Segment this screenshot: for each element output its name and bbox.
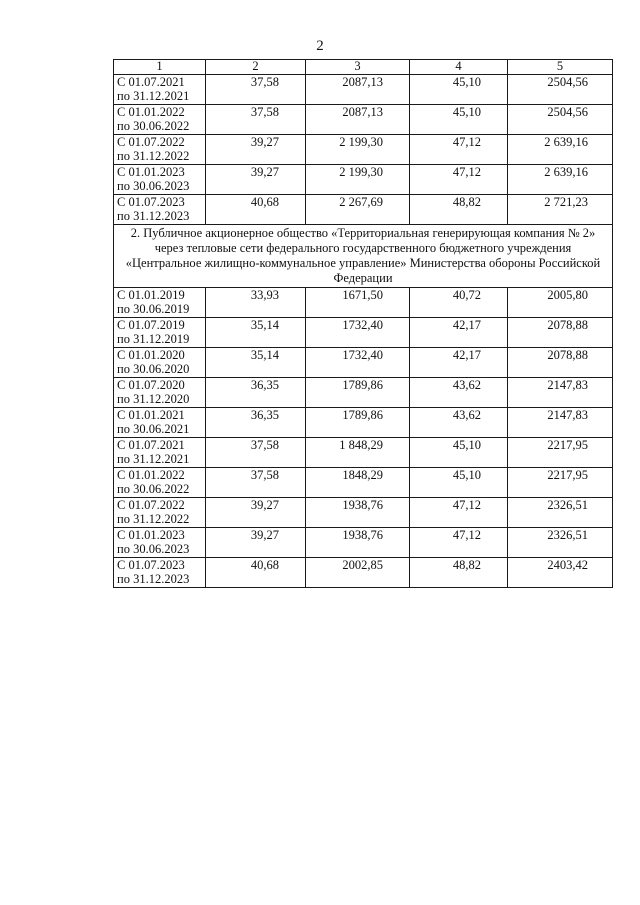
period-cell bbox=[114, 528, 206, 558]
period-start: С 01.01.2023 bbox=[117, 528, 185, 542]
value-cell-col3: 1938,76 bbox=[306, 528, 410, 558]
table-row bbox=[114, 135, 613, 165]
value-cell-col3: 1848,29 bbox=[306, 468, 410, 498]
period-start: С 01.01.2021 bbox=[117, 408, 185, 422]
period-start: С 01.07.2020 bbox=[117, 378, 185, 392]
period-start: С 01.07.2023 bbox=[117, 195, 185, 209]
value-cell-col3: 2 199,30 bbox=[306, 135, 410, 165]
period-end: по 30.06.2020 bbox=[117, 362, 190, 376]
column-number-1: 1 bbox=[114, 60, 206, 75]
value-cell-col2: 37,58 bbox=[206, 468, 306, 498]
page-number: 2 bbox=[316, 38, 324, 54]
value-cell-col3: 1 848,29 bbox=[306, 438, 410, 468]
value-cell-col5: 2005,80 bbox=[508, 288, 613, 318]
value-cell-col2: 36,35 bbox=[206, 378, 306, 408]
period-end: по 31.12.2023 bbox=[117, 209, 190, 223]
period-cell bbox=[114, 468, 206, 498]
period-cell bbox=[114, 438, 206, 468]
value-cell-col4: 45,10 bbox=[410, 438, 508, 468]
value-cell-col2: 39,27 bbox=[206, 165, 306, 195]
section-heading: 2. Публичное акционерное общество «Территориальная генерирующая компания № 2» через тепловые сети федерального государственного бюджетного учреждения «Центральное жилищно-коммунальное управление» Министерства обороны Российской Федерации bbox=[114, 225, 613, 288]
period-end: по 31.12.2021 bbox=[117, 452, 190, 466]
value-cell-col2: 37,58 bbox=[206, 105, 306, 135]
table-row bbox=[114, 558, 613, 588]
table-row bbox=[114, 165, 613, 195]
value-cell-col4: 47,12 bbox=[410, 498, 508, 528]
value-cell-col3: 1938,76 bbox=[306, 498, 410, 528]
period-cell bbox=[114, 135, 206, 165]
column-number-2: 2 bbox=[206, 60, 306, 75]
value-cell-col2: 40,68 bbox=[206, 195, 306, 225]
value-cell-col4: 47,12 bbox=[410, 165, 508, 195]
column-number-5: 5 bbox=[508, 60, 613, 75]
period-start: С 01.07.2023 bbox=[117, 558, 185, 572]
value-cell-col3: 1789,86 bbox=[306, 378, 410, 408]
value-cell-col5: 2504,56 bbox=[508, 75, 613, 105]
value-cell-col2: 36,35 bbox=[206, 408, 306, 438]
value-cell-col5: 2078,88 bbox=[508, 348, 613, 378]
value-cell-col2: 37,58 bbox=[206, 438, 306, 468]
value-cell-col4: 43,62 bbox=[410, 378, 508, 408]
period-start: С 01.07.2021 bbox=[117, 75, 185, 89]
value-cell-col4: 47,12 bbox=[410, 135, 508, 165]
period-end: по 31.12.2020 bbox=[117, 392, 190, 406]
table-row bbox=[114, 378, 613, 408]
period-start: С 01.01.2022 bbox=[117, 468, 185, 482]
value-cell-col4: 45,10 bbox=[410, 468, 508, 498]
value-cell-col5: 2403,42 bbox=[508, 558, 613, 588]
tariff-table-body bbox=[114, 60, 613, 588]
value-cell-col5: 2 639,16 bbox=[508, 165, 613, 195]
value-cell-col2: 37,58 bbox=[206, 75, 306, 105]
value-cell-col5: 2147,83 bbox=[508, 378, 613, 408]
value-cell-col4: 40,72 bbox=[410, 288, 508, 318]
table-row bbox=[114, 498, 613, 528]
period-cell bbox=[114, 195, 206, 225]
value-cell-col4: 47,12 bbox=[410, 528, 508, 558]
value-cell-col2: 39,27 bbox=[206, 135, 306, 165]
value-cell-col5: 2217,95 bbox=[508, 438, 613, 468]
tariff-table bbox=[113, 59, 613, 588]
period-end: по 31.12.2023 bbox=[117, 572, 190, 586]
value-cell-col5: 2147,83 bbox=[508, 408, 613, 438]
value-cell-col3: 2 199,30 bbox=[306, 165, 410, 195]
value-cell-col3: 1732,40 bbox=[306, 348, 410, 378]
period-end: по 31.12.2022 bbox=[117, 512, 190, 526]
period-cell bbox=[114, 75, 206, 105]
table-row bbox=[114, 288, 613, 318]
value-cell-col5: 2326,51 bbox=[508, 498, 613, 528]
value-cell-col3: 2087,13 bbox=[306, 75, 410, 105]
period-end: по 31.12.2019 bbox=[117, 332, 190, 346]
table-row bbox=[114, 75, 613, 105]
period-end: по 30.06.2019 bbox=[117, 302, 190, 316]
period-end: по 30.06.2022 bbox=[117, 482, 190, 496]
column-number-3: 3 bbox=[306, 60, 410, 75]
value-cell-col3: 1732,40 bbox=[306, 318, 410, 348]
period-start: С 01.07.2022 bbox=[117, 135, 185, 149]
value-cell-col4: 48,82 bbox=[410, 558, 508, 588]
period-cell bbox=[114, 288, 206, 318]
period-end: по 31.12.2021 bbox=[117, 89, 190, 103]
period-end: по 30.06.2021 bbox=[117, 422, 190, 436]
value-cell-col3: 1789,86 bbox=[306, 408, 410, 438]
column-number-4: 4 bbox=[410, 60, 508, 75]
table-row bbox=[114, 318, 613, 348]
period-start: С 01.01.2023 bbox=[117, 165, 185, 179]
value-cell-col3: 2002,85 bbox=[306, 558, 410, 588]
value-cell-col5: 2 639,16 bbox=[508, 135, 613, 165]
period-end: по 31.12.2022 bbox=[117, 149, 190, 163]
period-cell bbox=[114, 408, 206, 438]
table-row bbox=[114, 408, 613, 438]
table-row bbox=[114, 348, 613, 378]
value-cell-col4: 42,17 bbox=[410, 348, 508, 378]
table-row bbox=[114, 528, 613, 558]
period-cell bbox=[114, 558, 206, 588]
period-end: по 30.06.2023 bbox=[117, 179, 190, 193]
period-start: С 01.07.2021 bbox=[117, 438, 185, 452]
value-cell-col2: 33,93 bbox=[206, 288, 306, 318]
period-start: С 01.01.2019 bbox=[117, 288, 185, 302]
value-cell-col4: 43,62 bbox=[410, 408, 508, 438]
table-row bbox=[114, 438, 613, 468]
period-cell bbox=[114, 105, 206, 135]
value-cell-col4: 45,10 bbox=[410, 105, 508, 135]
period-end: по 30.06.2022 bbox=[117, 119, 190, 133]
value-cell-col4: 48,82 bbox=[410, 195, 508, 225]
value-cell-col5: 2217,95 bbox=[508, 468, 613, 498]
table-row bbox=[114, 468, 613, 498]
value-cell-col4: 45,10 bbox=[410, 75, 508, 105]
value-cell-col3: 1671,50 bbox=[306, 288, 410, 318]
value-cell-col2: 35,14 bbox=[206, 348, 306, 378]
period-cell bbox=[114, 498, 206, 528]
period-start: С 01.07.2019 bbox=[117, 318, 185, 332]
value-cell-col5: 2 721,23 bbox=[508, 195, 613, 225]
section-heading-row bbox=[114, 225, 613, 288]
period-cell bbox=[114, 378, 206, 408]
column-number-row bbox=[114, 60, 613, 75]
value-cell-col2: 40,68 bbox=[206, 558, 306, 588]
table-row bbox=[114, 105, 613, 135]
value-cell-col3: 2087,13 bbox=[306, 105, 410, 135]
value-cell-col2: 39,27 bbox=[206, 498, 306, 528]
table-row bbox=[114, 195, 613, 225]
value-cell-col5: 2326,51 bbox=[508, 528, 613, 558]
period-start: С 01.01.2020 bbox=[117, 348, 185, 362]
value-cell-col4: 42,17 bbox=[410, 318, 508, 348]
value-cell-col2: 39,27 bbox=[206, 528, 306, 558]
period-cell bbox=[114, 348, 206, 378]
value-cell-col2: 35,14 bbox=[206, 318, 306, 348]
period-start: С 01.01.2022 bbox=[117, 105, 185, 119]
value-cell-col5: 2078,88 bbox=[508, 318, 613, 348]
period-start: С 01.07.2022 bbox=[117, 498, 185, 512]
period-cell bbox=[114, 318, 206, 348]
value-cell-col3: 2 267,69 bbox=[306, 195, 410, 225]
value-cell-col5: 2504,56 bbox=[508, 105, 613, 135]
period-cell bbox=[114, 165, 206, 195]
period-end: по 30.06.2023 bbox=[117, 542, 190, 556]
